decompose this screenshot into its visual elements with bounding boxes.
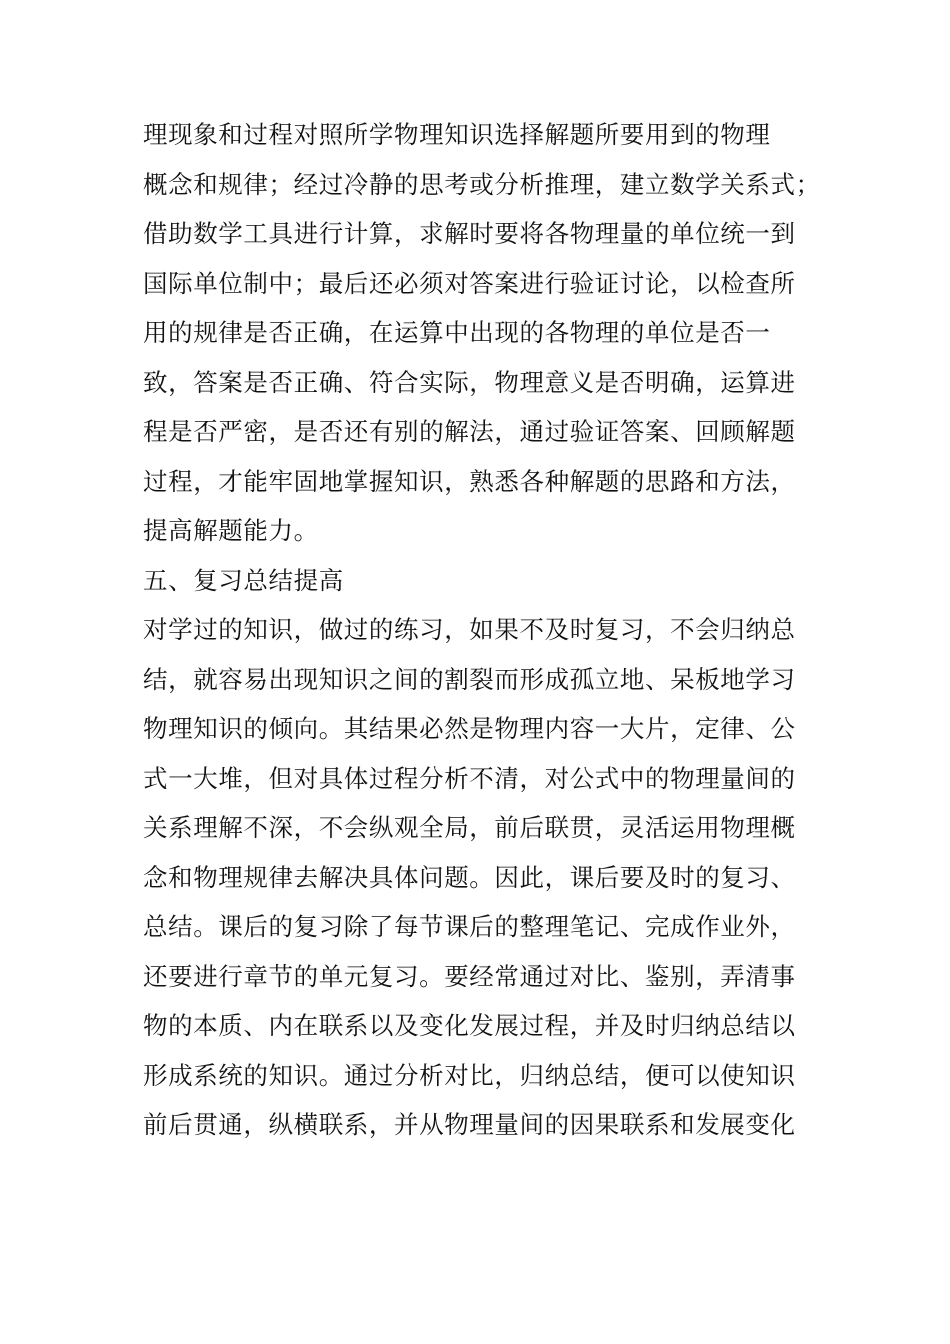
text-line: 前后贯通，纵横联系，并从物理量间的因果联系和发展变化: [143, 1110, 796, 1139]
text-line: 还要进行章节的单元复习。要经常通过对比、鉴别，弄清事: [143, 961, 796, 991]
text-line: 过程，才能牢固地掌握知识，熟悉各种解题的思路和方法，: [143, 466, 796, 496]
text-line: 提高解题能力。: [143, 516, 319, 545]
text-line: 念和物理规律去解决具体问题。因此，课后要及时的复习、: [143, 862, 796, 892]
text-line: 对学过的知识，做过的练习，如果不及时复习，不会归纳总: [143, 615, 796, 644]
text-line: 形成系统的知识。通过分析对比，归纳总结，便可以使知识: [143, 1060, 796, 1090]
body-text: [143, 110, 823, 1150]
text-line: 关系理解不深，不会纵观全局，前后联贯，灵活运用物理概: [143, 813, 796, 842]
text-line: 结，就容易出现知识之间的割裂而形成孤立地、呆板地学习: [143, 664, 796, 694]
text-line: 式一大堆，但对具体过程分析不清，对公式中的物理量间的: [143, 763, 796, 793]
text-line: 总结。课后的复习除了每节课后的整理笔记、完成作业外，: [143, 912, 796, 941]
text-line: 借助数学工具进行计算，求解时要将各物理量的单位统一到: [143, 219, 796, 248]
text-line: 概念和规律；经过冷静的思考或分析推理，建立数学关系式；: [143, 169, 821, 199]
text-line: 国际单位制中；最后还必须对答案进行验证讨论，以检查所: [143, 268, 796, 298]
text-line: 致，答案是否正确、符合实际，物理意义是否明确，运算进: [143, 367, 796, 397]
text-line: 用的规律是否正确，在运算中出现的各物理的单位是否一: [143, 318, 771, 347]
text-line: 理现象和过程对照所学物理知识选择解题所要用到的物理: [143, 120, 771, 149]
section-heading: 五、复习总结提高: [143, 565, 344, 595]
text-line: 程是否严密，是否还有别的解法，通过验证答案、回顾解题: [143, 417, 796, 446]
text-line: 物理知识的倾向。其结果必然是物理内容一大片，定律、公: [143, 714, 796, 743]
text-line: 物的本质、内在联系以及变化发展过程，并及时归纳总结以: [143, 1011, 796, 1040]
